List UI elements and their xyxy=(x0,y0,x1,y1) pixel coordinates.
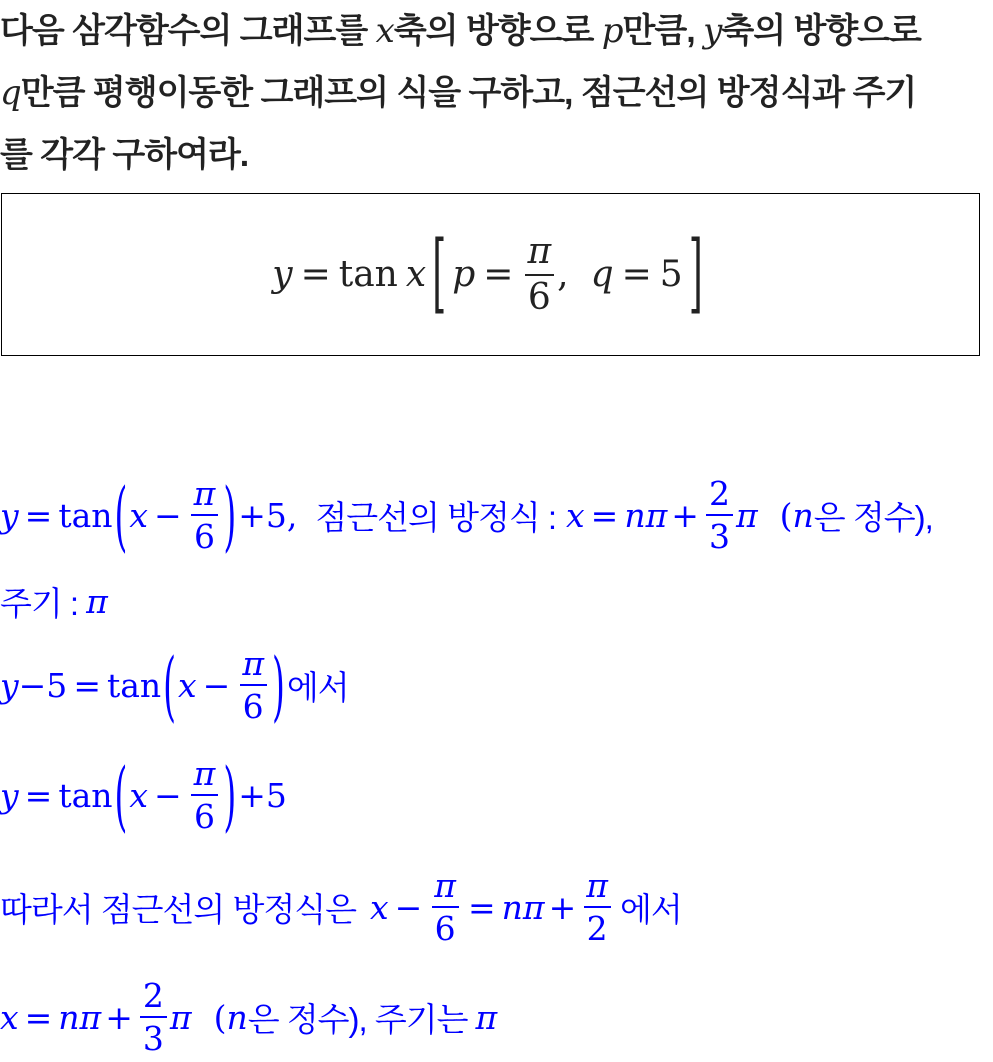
math-plus-five: +5, xyxy=(238,495,298,535)
math-n-pi: nπ xyxy=(58,997,102,1037)
fraction-pi-over-6 xyxy=(431,866,459,948)
math-equals: = xyxy=(467,887,496,927)
numerator: π xyxy=(586,866,608,905)
fraction-pi-over-2 xyxy=(583,866,611,948)
solution-line-6 xyxy=(0,972,497,1062)
denominator: 3 xyxy=(706,514,733,553)
numerator: 2 xyxy=(142,976,164,1015)
math-equals: = xyxy=(590,495,619,535)
math-y: y xyxy=(0,495,19,535)
math-tan: tan xyxy=(58,495,113,535)
problem-line-3 xyxy=(0,124,993,186)
denominator: 6 xyxy=(191,794,218,833)
denominator: 6 xyxy=(240,684,267,723)
math-plus: + xyxy=(548,887,577,927)
math-x: x xyxy=(0,997,19,1037)
denominator: 6 xyxy=(432,906,459,945)
math-minus: − xyxy=(202,665,231,705)
solution-line-5 xyxy=(0,862,682,952)
left-bracket: [ xyxy=(432,225,447,324)
denominator: 2 xyxy=(584,906,611,945)
denominator: 6 xyxy=(525,274,554,316)
given-equation-box xyxy=(1,193,980,356)
solution-text: 에서 xyxy=(286,668,349,706)
right-paren: ) xyxy=(223,750,237,840)
math-pi: π xyxy=(86,581,108,621)
solution-line-3 xyxy=(0,640,349,730)
math-y: y xyxy=(0,665,19,705)
math-equals: = xyxy=(24,775,53,815)
problem-text: 다음 삼각함수의 그래프를 xyxy=(0,12,376,50)
math-y: y xyxy=(272,254,293,295)
solution-line-1 xyxy=(0,470,933,560)
math-plus-five: +5 xyxy=(238,775,287,815)
problem-text: 축의 방향으로 xyxy=(721,12,921,50)
problem-statement xyxy=(0,0,993,186)
right-paren: ) xyxy=(272,640,285,730)
math-p: p xyxy=(452,254,476,295)
fraction-2-over-3 xyxy=(706,474,733,556)
denominator: 6 xyxy=(191,514,218,553)
math-tan: tan xyxy=(338,254,398,295)
math-n-pi: nπ xyxy=(624,495,668,535)
math-x: x xyxy=(566,495,585,535)
numerator: 2 xyxy=(708,474,730,513)
fraction-pi-over-6 xyxy=(191,754,219,836)
solution-text: 은 정수), xyxy=(813,498,933,536)
solution-text: 은 정수), 주기는 xyxy=(247,1000,468,1038)
numerator: π xyxy=(242,644,265,683)
asymptote-text: 따라서 점근선의 방정식은 xyxy=(0,890,356,928)
math-x: x xyxy=(178,665,197,705)
math-tan: tan xyxy=(58,775,113,815)
problem-line-2 xyxy=(0,62,993,124)
math-minus: − xyxy=(154,775,182,815)
math-n: n xyxy=(792,495,814,535)
math-q: q xyxy=(590,254,614,295)
math-x: x xyxy=(370,887,389,927)
problem-text: 만큼, xyxy=(622,12,704,50)
math-q: q xyxy=(0,73,21,113)
math-equals: = xyxy=(24,495,53,535)
math-minus-five: −5 xyxy=(18,665,68,705)
problem-line-1 xyxy=(0,0,993,62)
math-five: 5 xyxy=(659,254,683,295)
numerator: π xyxy=(434,866,456,905)
denominator: 3 xyxy=(140,1016,167,1055)
right-paren: ) xyxy=(223,470,237,560)
math-x: x xyxy=(375,11,394,51)
math-equals: = xyxy=(621,254,652,295)
math-equals: = xyxy=(73,665,101,705)
math-plus: + xyxy=(671,495,699,535)
math-paren: ( xyxy=(779,495,793,535)
math-n: n xyxy=(226,997,248,1037)
right-bracket: ] xyxy=(688,225,703,324)
math-plus: + xyxy=(105,997,133,1037)
given-equation xyxy=(2,194,979,355)
numerator: π xyxy=(193,474,216,513)
left-paren: ( xyxy=(114,750,128,840)
problem-text: 를 각각 구하여라. xyxy=(0,136,249,174)
solution-line-4 xyxy=(0,750,287,840)
solution-text: 에서 xyxy=(619,890,682,928)
math-pi: π xyxy=(475,997,498,1037)
asymptote-label: 점근선의 방정식 : xyxy=(315,498,557,536)
math-y: y xyxy=(0,775,19,815)
fraction-pi-over-6 xyxy=(191,474,219,556)
math-p: p xyxy=(601,11,623,51)
math-x: x xyxy=(129,775,149,815)
fraction-pi-over-6 xyxy=(239,644,267,726)
math-x: x xyxy=(405,254,427,295)
left-paren: ( xyxy=(163,640,177,730)
math-pi: π xyxy=(169,997,192,1037)
numerator: π xyxy=(527,230,552,272)
math-pi: π xyxy=(735,495,758,535)
numerator: π xyxy=(193,754,216,793)
problem-text: 만큼 평행이동한 그래프의 식을 구하고, 점근선의 방정식과 주기 xyxy=(20,74,917,112)
fraction-2-over-3 xyxy=(140,976,167,1058)
period-label: 주기 : xyxy=(0,584,79,622)
math-minus: − xyxy=(154,495,182,535)
math-paren: ( xyxy=(213,997,227,1037)
math-x: x xyxy=(129,495,149,535)
fraction-pi-over-6 xyxy=(524,230,554,318)
math-tan: tan xyxy=(106,665,162,705)
solution-line-2 xyxy=(0,578,108,624)
math-minus: − xyxy=(394,887,423,927)
math-equals: = xyxy=(300,254,331,295)
problem-text: 축의 방향으로 xyxy=(393,12,602,50)
math-comma: , xyxy=(557,254,569,295)
math-equals: = xyxy=(24,997,53,1037)
left-paren: ( xyxy=(114,470,128,560)
math-n-pi: nπ xyxy=(501,887,545,927)
math-y: y xyxy=(703,11,722,51)
math-equals: = xyxy=(483,254,514,295)
